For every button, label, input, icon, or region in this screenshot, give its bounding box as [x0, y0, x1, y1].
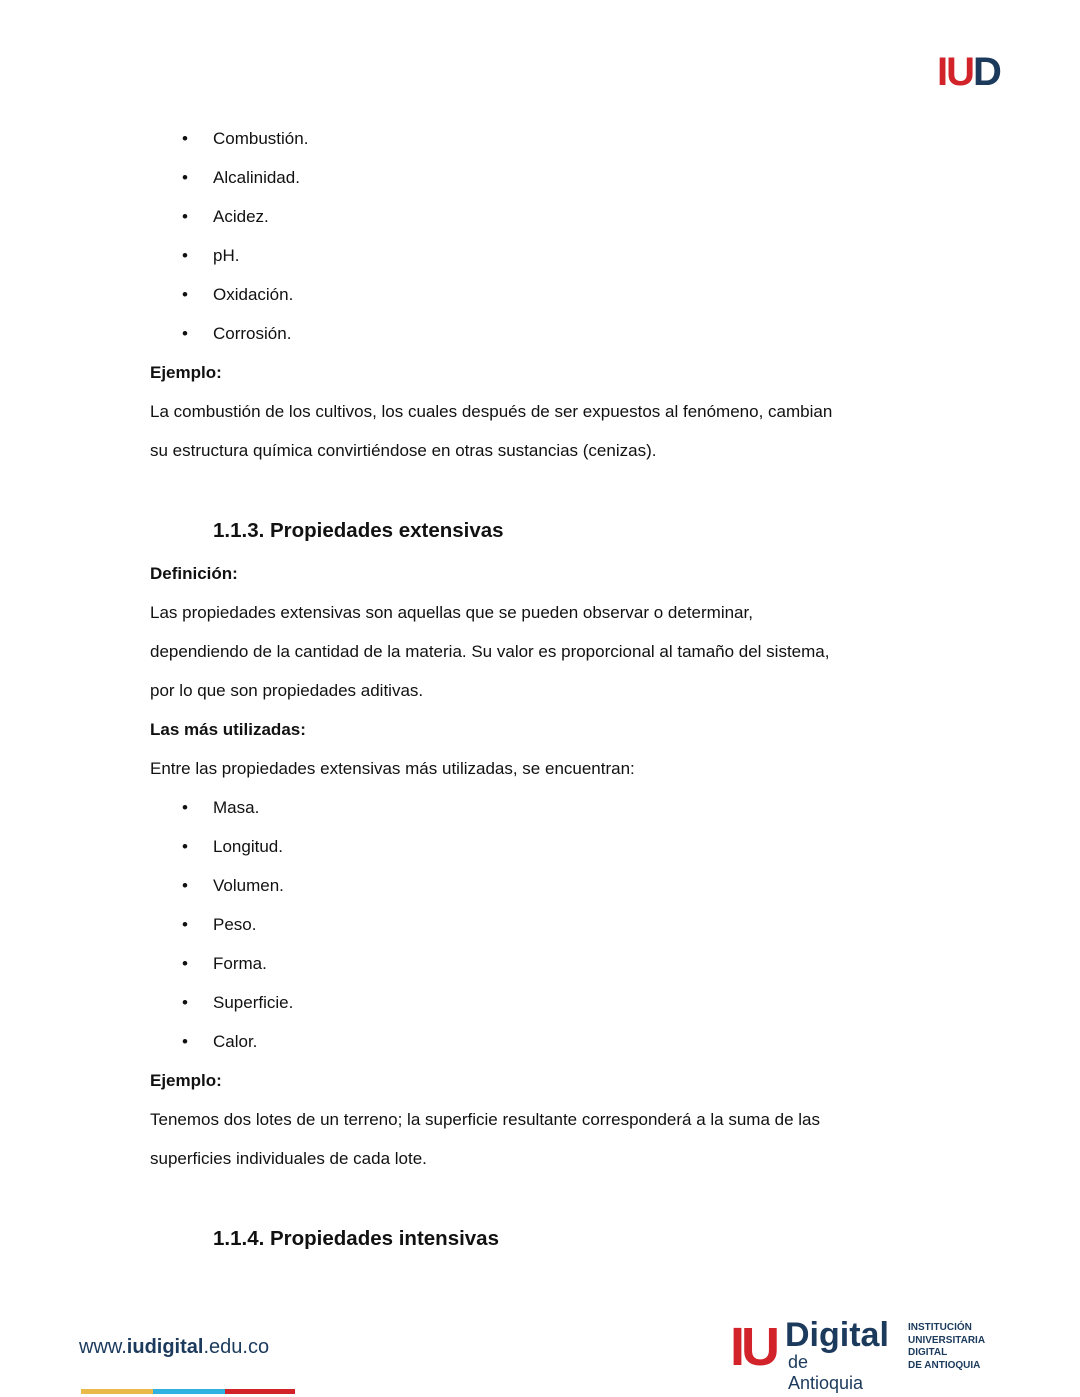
- list-item: • Forma.: [150, 944, 940, 983]
- paragraph-line: su estructura química convirtiéndose en otras sustancias (cenizas).: [150, 441, 657, 460]
- document-body: [150, 119, 940, 1262]
- logo-iu: IU: [937, 50, 973, 94]
- chemical-properties-list: [150, 119, 940, 353]
- iud-logo: [937, 52, 1000, 92]
- list-item: • Alcalinidad.: [150, 158, 940, 197]
- section-heading: 1.1.3. Propiedades extensivas: [213, 519, 504, 542]
- paragraph-line: Las propiedades extensivas son aquellas que se pueden observar o determinar,: [150, 603, 753, 622]
- list-item: • Combustión.: [150, 119, 940, 158]
- list-item: • Acidez.: [150, 197, 940, 236]
- logo-iu: IU: [730, 1317, 776, 1377]
- logo-antioquia: de Antioquia: [788, 1352, 864, 1393]
- list-item: • Longitud.: [150, 827, 940, 866]
- list-item: • Masa.: [150, 788, 940, 827]
- url-prefix: www.: [79, 1336, 127, 1358]
- footer-bar-blue: [153, 1389, 225, 1394]
- inst-line: UNIVERSITARIA: [908, 1334, 986, 1346]
- example-label: Ejemplo:: [150, 363, 222, 382]
- paragraph-line: La combustión de los cultivos, los cuales después de ser expuestos al fenómeno, cambian: [150, 402, 833, 421]
- footer-bar-red: [225, 1389, 295, 1394]
- logo-d: D: [973, 50, 1000, 94]
- paragraph-line: Entre las propiedades extensivas más utilizadas, se encuentran:: [150, 759, 635, 778]
- paragraph-line: superficies individuales de cada lote.: [150, 1149, 427, 1168]
- list-item: • Peso.: [150, 905, 940, 944]
- institution-name: [908, 1322, 985, 1372]
- list-item: • pH.: [150, 236, 940, 275]
- inst-line: INSTITUCIÓN: [908, 1322, 972, 1333]
- section-heading: 1.1.4. Propiedades intensivas: [213, 1227, 499, 1250]
- example-label: Ejemplo:: [150, 1071, 222, 1090]
- list-item: • Superficie.: [150, 983, 940, 1022]
- definition-label: Definición:: [150, 564, 238, 583]
- paragraph-line: por lo que son propiedades aditivas.: [150, 681, 424, 700]
- extensive-properties-list: [150, 788, 940, 1061]
- footer-url[interactable]: [79, 1336, 269, 1359]
- list-item: • Oxidación.: [150, 275, 940, 314]
- url-bold: iudigital: [126, 1336, 204, 1358]
- list-item: • Corrosión.: [150, 314, 940, 353]
- inst-line: DE ANTIOQUIA: [908, 1359, 981, 1371]
- inst-line: DIGITAL: [908, 1347, 948, 1358]
- paragraph-line: dependiendo de la cantidad de la materia. Su valor es proporcional al tamaño del sistema,: [150, 642, 830, 661]
- paragraph-line: Tenemos dos lotes de un terreno; la superficie resultante corresponderá a la suma de las: [150, 1110, 820, 1129]
- list-item: • Calor.: [150, 1022, 940, 1061]
- footer-bar-yellow: [81, 1389, 153, 1394]
- most-used-label: Las más utilizadas:: [150, 720, 306, 739]
- logo-digital: Digital: [785, 1316, 889, 1354]
- url-suffix: .edu.co: [203, 1336, 270, 1358]
- list-item: • Volumen.: [150, 866, 940, 905]
